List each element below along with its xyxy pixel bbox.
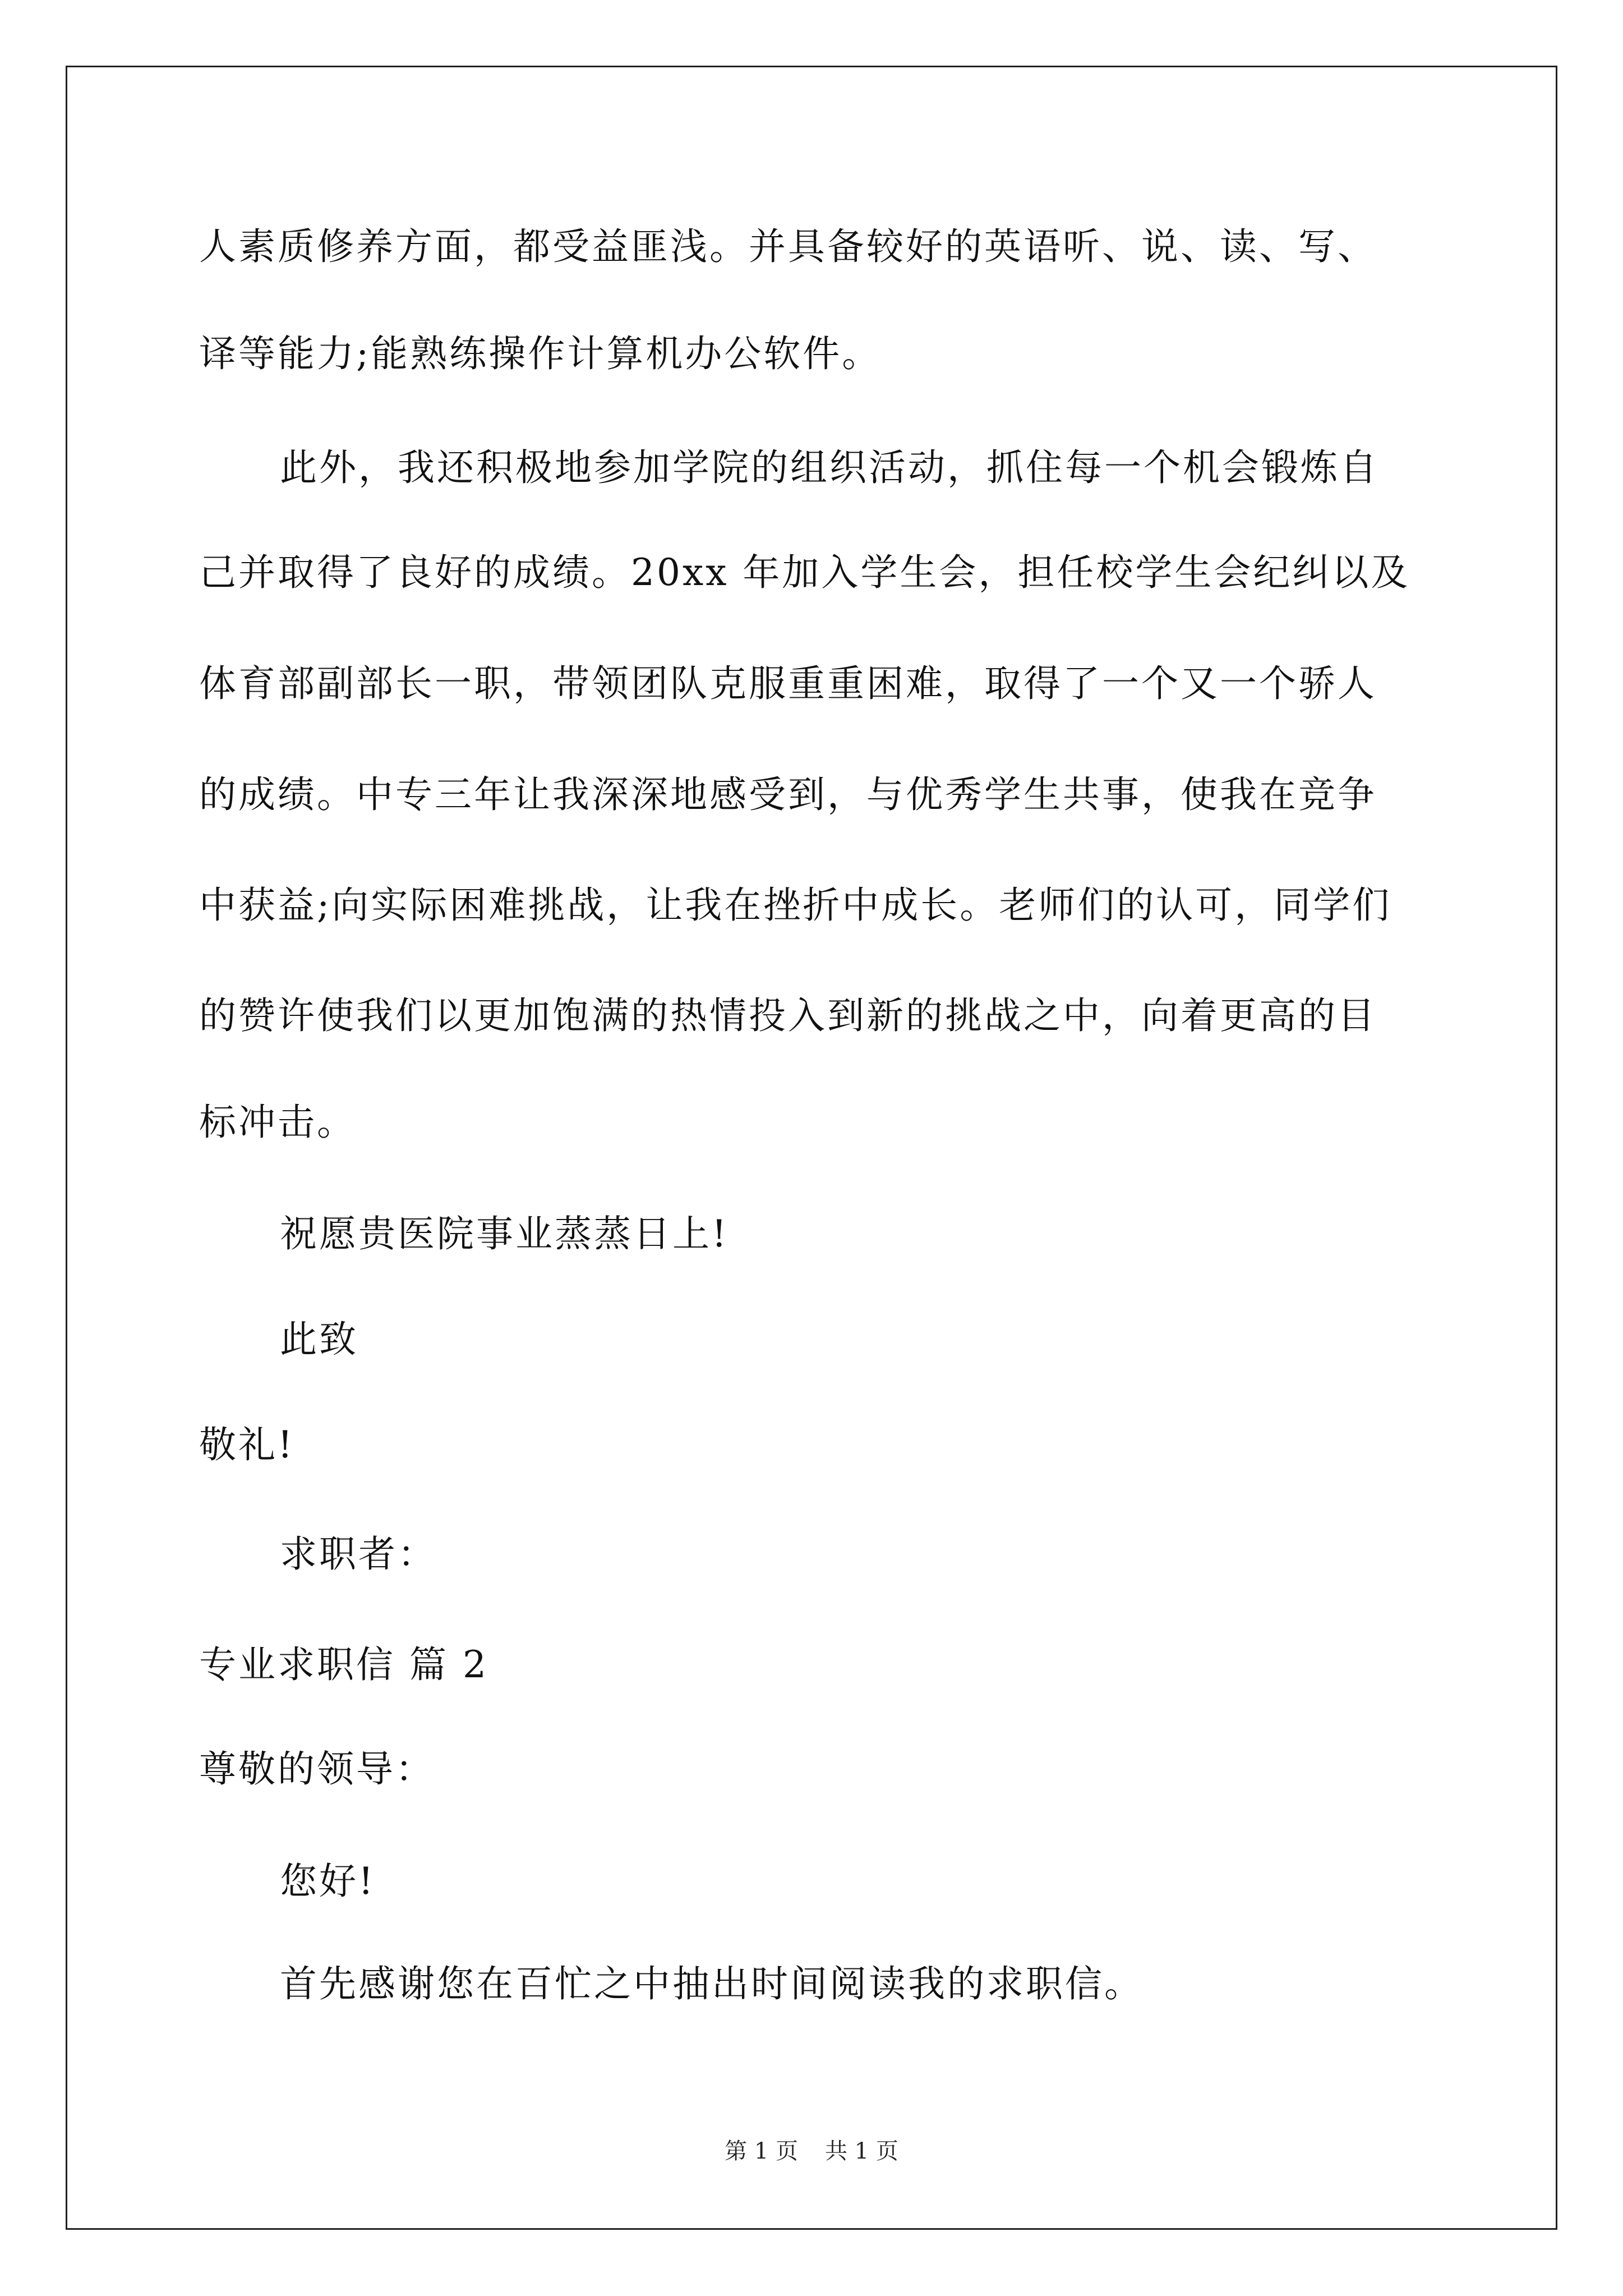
section-heading: 专业求职信 篇 2 [199, 1643, 488, 1686]
paragraph-line: 己并取得了良好的成绩。20xx 年加入学生会，担任校学生会纪纠以及 [199, 551, 1410, 594]
page-number: 第 1 页 [725, 2138, 798, 2164]
salutation-closing: 此致 [280, 1318, 358, 1361]
salutation-regards: 敬礼! [199, 1423, 295, 1466]
paragraph-line: 人素质修养方面，都受益匪浅。并具备较好的英语听、说、读、写、 [199, 225, 1377, 268]
paragraph-line: 的赞许使我们以更加饱满的热情投入到新的挑战之中，向着更高的目 [199, 994, 1377, 1037]
paragraph-line: 中获益;向实际困难挑战，让我在挫折中成长。老师们的认可，同学们 [199, 884, 1392, 927]
paragraph-line: 标冲击。 [199, 1101, 356, 1144]
page-border [66, 66, 1557, 2230]
paragraph-line: 体育部副部长一职，带领团队克服重重困难，取得了一个又一个骄人 [199, 662, 1377, 705]
paragraph-line: 首先感谢您在百忙之中抽出时间阅读我的求职信。 [280, 1962, 1144, 2005]
paragraph-line: 的成绩。中专三年让我深深地感受到，与优秀学生共事，使我在竞争 [199, 773, 1377, 816]
paragraph-line: 译等能力;能熟练操作计算机办公软件。 [199, 332, 882, 375]
letter-greeting: 尊敬的领导： [199, 1747, 435, 1791]
closing-wish: 祝愿贵医院事业蒸蒸日上! [280, 1212, 729, 1255]
page-total: 共 1 页 [825, 2138, 898, 2164]
page-footer [0, 2140, 1623, 2162]
signature-label: 求职者： [280, 1533, 437, 1576]
letter-hello: 您好! [280, 1860, 376, 1903]
paragraph-line: 此外，我还积极地参加学院的组织活动，抓住每一个机会锻炼自 [280, 446, 1379, 489]
